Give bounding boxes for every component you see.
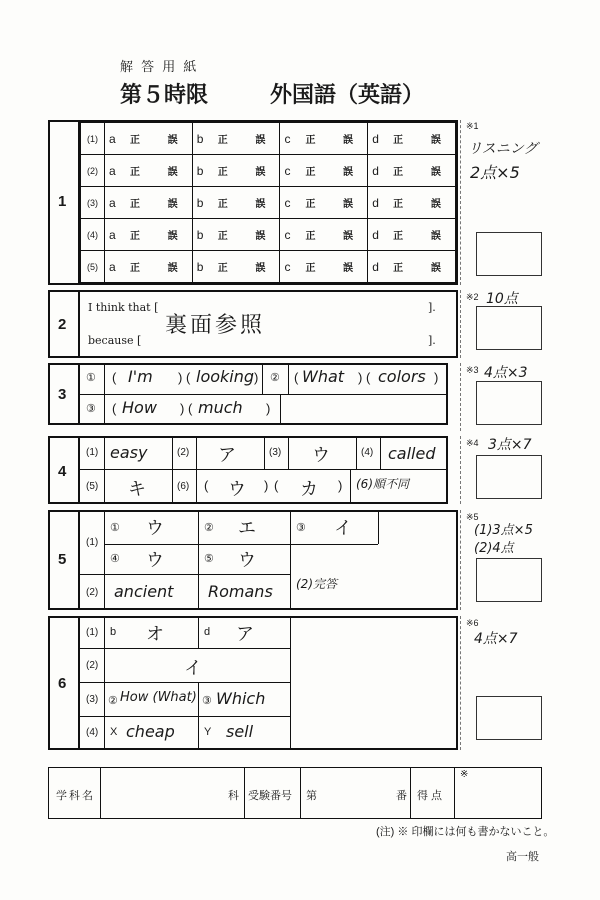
q2-line1-end: ].: [428, 301, 436, 314]
q6-letter-d: d: [204, 626, 211, 638]
q1-false-option[interactable]: 誤: [329, 155, 368, 187]
q1-true-option[interactable]: 正: [117, 155, 154, 187]
footer-v2: [244, 767, 245, 819]
q2-score-note: 10点: [486, 291, 518, 307]
q1-false-option[interactable]: 誤: [241, 251, 280, 283]
q6-answer-4: How (What): [120, 690, 197, 705]
q3-circle-1: ①: [86, 372, 96, 384]
q5-note-mark: ※5: [466, 512, 479, 522]
q1-false-option[interactable]: 誤: [153, 219, 192, 251]
q4-label-1: (1): [86, 447, 99, 458]
q3-open-5: (: [112, 401, 117, 416]
q1-true-option[interactable]: 正: [292, 123, 329, 155]
q1-false-option[interactable]: 誤: [241, 219, 280, 251]
q6-row2: [80, 682, 290, 683]
q1-row: [81, 187, 456, 219]
q1-row-label: (2): [81, 155, 105, 187]
q6-answer-3: イ: [184, 658, 202, 679]
footer-ka-label: 科: [228, 790, 239, 802]
q1-false-option[interactable]: 誤: [329, 251, 368, 283]
q5-answer-1: ウ: [146, 518, 164, 539]
q3-answer-3: What: [302, 367, 345, 386]
q3-answer-2: looking: [196, 367, 255, 386]
q1-number: 1: [58, 193, 67, 210]
q6-letter-b: b: [110, 626, 117, 638]
q5-dashes: [460, 510, 465, 610]
q5-v2: [290, 512, 291, 608]
q6-answer-6: cheap: [126, 722, 175, 741]
q5-circle-2: ②: [204, 522, 214, 534]
q4-answer-6a: ウ: [228, 479, 246, 500]
sheet-subtitle: 解 答 用 紙: [120, 60, 199, 75]
q6-row1: [80, 648, 290, 649]
q4-number: 4: [58, 463, 67, 480]
q3-answer-6: much: [198, 398, 243, 417]
q4-answer-6b: カ: [300, 479, 318, 500]
footer-dai-label: 第: [306, 790, 317, 802]
q3-c2-split: [288, 365, 289, 394]
q1-row: [81, 155, 456, 187]
q1-true-option[interactable]: 正: [204, 219, 241, 251]
q5-label-1: (1): [86, 537, 99, 548]
q1-true-option[interactable]: 正: [117, 251, 154, 283]
q3-answer-4: colors: [378, 367, 426, 386]
q1-false-option[interactable]: 誤: [153, 123, 192, 155]
q4-answer-4: called: [388, 444, 436, 463]
q3-mid-split: [262, 365, 263, 394]
q1-row-label: (3): [81, 187, 105, 219]
q4-dashes: [460, 436, 465, 504]
q6-label-col: [104, 618, 105, 748]
q5-circle-3: ③: [296, 522, 306, 534]
q6-divider: [78, 616, 80, 750]
q4-open-1: (: [204, 478, 209, 493]
q4-answer-5: キ: [128, 479, 146, 500]
q1-true-option[interactable]: 正: [204, 251, 241, 283]
q1-false-option[interactable]: 誤: [417, 123, 456, 155]
q1-letter: a: [105, 219, 117, 251]
footer-dept-label: 学科名: [56, 790, 95, 802]
q4-close-1: ): [264, 478, 269, 493]
q6-number: 6: [58, 675, 67, 692]
q1-letter: d: [368, 123, 380, 155]
q1-row: [81, 123, 456, 155]
q1-letter: c: [280, 187, 292, 219]
q4-extra-note: (6)順不同: [356, 477, 409, 491]
q1-letter: d: [368, 219, 380, 251]
q1-true-option[interactable]: 正: [117, 123, 154, 155]
q6-vr: [290, 618, 291, 748]
q1-true-option[interactable]: 正: [117, 219, 154, 251]
q2-line2-end: ].: [428, 334, 436, 347]
q4-score-note: 3点×7: [488, 437, 532, 453]
q6-vm1: [198, 618, 199, 648]
q4-label-6: (6): [177, 481, 190, 492]
q3-close-6: ): [266, 401, 271, 416]
q1-true-option[interactable]: 正: [204, 187, 241, 219]
q4-v8: [350, 470, 351, 502]
q6-note-mark: ※6: [466, 618, 479, 628]
q1-letter: a: [105, 155, 117, 187]
q3-open-6: (: [188, 401, 193, 416]
q1-dashes: [460, 120, 465, 285]
q1-row-label: (1): [81, 123, 105, 155]
q2-score-box: [476, 306, 542, 350]
q5-score-note-2: (2)4点: [474, 541, 514, 556]
q3-note-mark: ※3: [466, 365, 479, 375]
q2-divider: [78, 290, 80, 358]
q4-close-2: ): [338, 478, 343, 493]
q1-false-option[interactable]: 誤: [329, 187, 368, 219]
q1-letter: c: [280, 219, 292, 251]
q6-label-2: (2): [86, 660, 99, 671]
q1-row-label: (5): [81, 251, 105, 283]
q1-letter: c: [280, 123, 292, 155]
q4-score-box: [476, 455, 542, 499]
q5-v3: [378, 512, 379, 544]
q6-label-4: (4): [86, 727, 99, 738]
q6-answer-5: Which: [216, 689, 266, 708]
q5-answer-6: ancient: [114, 582, 174, 601]
q1-letter: d: [368, 251, 380, 283]
q3-circle-3: ③: [86, 403, 96, 415]
footer-ban-label: 番: [396, 790, 407, 802]
q1-score-note-1: リスニング: [468, 141, 538, 157]
footer-mark: ※: [460, 769, 469, 780]
q6-vm2: [198, 683, 199, 748]
q5-circle-1: ①: [110, 522, 120, 534]
q6-answer-2: ア: [236, 624, 254, 645]
footer-v1: [100, 767, 101, 819]
q3-close-2: ): [254, 370, 259, 385]
q4-v4: [264, 438, 265, 469]
q3-open-3: (: [294, 370, 299, 385]
q1-letter: b: [192, 251, 204, 283]
q3-answer-5: How: [122, 398, 157, 417]
q1-false-option[interactable]: 誤: [241, 187, 280, 219]
q3-dashes: [460, 363, 465, 431]
q1-note-mark: ※1: [466, 121, 479, 131]
q1-letter: a: [105, 187, 117, 219]
q5-divider: [78, 510, 80, 610]
q3-open-2: (: [186, 370, 191, 385]
q4-divider: [78, 436, 80, 504]
q1-true-option[interactable]: 正: [117, 187, 154, 219]
q6-answer-7: sell: [226, 722, 254, 741]
q5-label-col: [104, 512, 105, 608]
q5-circle-4: ④: [110, 553, 120, 565]
footer-v4: [410, 767, 411, 819]
q3-score-note: 4点×3: [484, 365, 528, 381]
q3-score-box: [476, 381, 542, 425]
q6-score-box: [476, 696, 542, 740]
q1-false-option[interactable]: 誤: [417, 251, 456, 283]
q1-letter: c: [280, 251, 292, 283]
q6-circle-2: ②: [108, 695, 118, 707]
q1-false-option[interactable]: 誤: [241, 123, 280, 155]
q6-dashes: [460, 616, 465, 750]
q1-letter: c: [280, 155, 292, 187]
q5-label-2: (2): [86, 587, 99, 598]
q3-answer-1: I'm: [128, 367, 153, 386]
q1-letter: a: [105, 251, 117, 283]
footer-exam-label: 受験番号: [248, 790, 292, 802]
q3-row-split: [80, 394, 446, 395]
q2-line1: I think that [: [88, 301, 159, 314]
q4-row-split: [80, 469, 446, 470]
q6-score-note: 4点×7: [474, 631, 518, 647]
q1-true-option[interactable]: 正: [292, 187, 329, 219]
q3-number: 3: [58, 386, 67, 403]
q2-answer: 裏面参照: [165, 313, 266, 338]
q1-true-option[interactable]: 正: [380, 155, 417, 187]
q4-open-2: (: [274, 478, 279, 493]
q4-note-mark: ※4: [466, 438, 479, 448]
q1-true-option[interactable]: 正: [292, 219, 329, 251]
q1-letter: b: [192, 187, 204, 219]
q4-v2: [172, 438, 173, 502]
q4-v1: [104, 438, 105, 502]
q4-answer-3: ウ: [312, 445, 330, 466]
q6-label-3: (3): [86, 694, 99, 705]
q1-score-note-2: 2点×5: [470, 163, 520, 182]
q3-close-4: ): [434, 370, 439, 385]
q1-letter: b: [192, 155, 204, 187]
footer-grade: 高一般: [506, 851, 539, 863]
footer-v3: [300, 767, 301, 819]
q3-open-4: (: [366, 370, 371, 385]
q4-label-4: (4): [361, 447, 374, 458]
footer-score-label: 得 点: [417, 790, 443, 802]
q5-score-box: [476, 558, 542, 602]
q1-false-option[interactable]: 誤: [417, 219, 456, 251]
q1-table: [80, 122, 456, 283]
q6-letter-x: X: [110, 726, 118, 738]
q4-v7: [380, 438, 381, 469]
q1-letter: b: [192, 219, 204, 251]
q1-true-option[interactable]: 正: [204, 155, 241, 187]
q5-extra-note: (2)完答: [296, 577, 337, 591]
q6-row3: [80, 716, 290, 717]
q1-letter: d: [368, 187, 380, 219]
q5-circle-5: ⑤: [204, 553, 214, 565]
q1-row: [81, 219, 456, 251]
q4-answer-2: ア: [218, 445, 236, 466]
q5-score-note-1: (1)3点×5: [474, 523, 533, 538]
footer-v5: [454, 767, 455, 819]
q1-false-option[interactable]: 誤: [153, 155, 192, 187]
q2-dashes: [460, 290, 465, 358]
q1-score-box: [476, 232, 542, 276]
q3-close-5: ): [180, 401, 185, 416]
q1-letter: d: [368, 155, 380, 187]
q2-note-mark: ※2: [466, 292, 479, 302]
q4-label-2: (2): [177, 447, 190, 458]
q6-answer-1: オ: [146, 624, 164, 645]
q5-number: 5: [58, 551, 67, 568]
q1-letter: a: [105, 123, 117, 155]
q5-row-split: [80, 574, 290, 575]
q5-v1: [198, 512, 199, 608]
q5-row-mid: [104, 544, 378, 545]
subject-title: 外国語（英語）: [270, 82, 425, 108]
q4-v3: [196, 438, 197, 502]
q1-false-option[interactable]: 誤: [153, 251, 192, 283]
q1-true-option[interactable]: 正: [380, 187, 417, 219]
q5-answer-2: エ: [238, 518, 256, 539]
q1-true-option[interactable]: 正: [204, 123, 241, 155]
q5-answer-7: Romans: [208, 582, 273, 601]
q4-v5: [288, 438, 289, 469]
q5-answer-5: ウ: [238, 550, 256, 571]
q4-v6: [356, 438, 357, 469]
q5-answer-3: イ: [334, 518, 352, 539]
q1-false-option[interactable]: 誤: [329, 219, 368, 251]
footer-note: (注) ※ 印欄には何も書かないこと。: [376, 826, 555, 838]
q3-c3-split: [104, 395, 105, 423]
q1-true-option[interactable]: 正: [380, 123, 417, 155]
q3-c1-split: [104, 365, 105, 394]
q1-letter: b: [192, 123, 204, 155]
q4-label-5: (5): [86, 481, 99, 492]
period-title: 第５時限: [120, 82, 209, 108]
q2-number: 2: [58, 316, 67, 333]
q1-false-option[interactable]: 誤: [417, 187, 456, 219]
q3-circle-2: ②: [270, 372, 280, 384]
q5-answer-4: ウ: [146, 550, 164, 571]
q1-row-label: (4): [81, 219, 105, 251]
q1-true-option[interactable]: 正: [380, 219, 417, 251]
q1-false-option[interactable]: 誤: [241, 155, 280, 187]
q2-line2: because [: [88, 334, 142, 347]
q1-false-option[interactable]: 誤: [153, 187, 192, 219]
q6-letter-y: Y: [204, 726, 212, 738]
q3-close-1: ): [178, 370, 183, 385]
q1-true-option[interactable]: 正: [292, 155, 329, 187]
q4-answer-1: easy: [110, 443, 148, 462]
q1-true-option[interactable]: 正: [380, 251, 417, 283]
q6-circle-3: ③: [202, 695, 212, 707]
q1-true-option[interactable]: 正: [292, 251, 329, 283]
q1-row: [81, 251, 456, 283]
q4-label-3: (3): [269, 447, 282, 458]
q1-false-option[interactable]: 誤: [417, 155, 456, 187]
q3-row2-end: [280, 395, 281, 423]
q1-false-option[interactable]: 誤: [329, 123, 368, 155]
q3-close-3: ): [358, 370, 363, 385]
q6-label-1: (1): [86, 627, 99, 638]
q3-open-1: (: [112, 370, 117, 385]
